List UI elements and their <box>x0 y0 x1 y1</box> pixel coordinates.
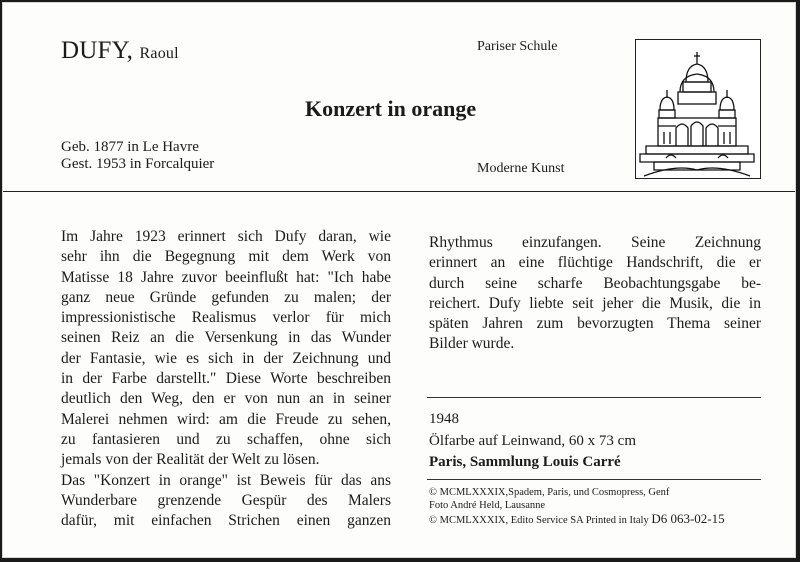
artwork-title: Konzert in orange <box>305 96 477 121</box>
text-line: seinen Reiz an die Versenkung in das Wunder <box>61 329 391 347</box>
text-line: Malerei nehmen wird: am die Freude zu sehen, <box>61 410 391 428</box>
text-line: jemals von der Realität der Welt zu lösen. <box>61 451 320 469</box>
card-code: D6 063-02-15 <box>651 511 725 526</box>
printer-line <box>429 512 725 527</box>
life-dates <box>61 139 214 173</box>
info-divider-bottom <box>427 479 761 480</box>
text-line: Bilder wurde. <box>429 335 515 353</box>
sacre-coeur-icon <box>636 40 759 177</box>
postcard-back <box>2 2 796 558</box>
text-line: in der Farbe darstellt." Diese Worte beschreiben <box>61 370 391 388</box>
school-label: Pariser Schule <box>477 39 558 54</box>
text-line: reichert. Dufy liebte seit jeher die Musik, die in <box>429 294 761 312</box>
text-line: der Fantasie, wie es sich in der Zeichnung und <box>61 349 391 367</box>
text-line: Das "Konzert in orange" ist Beweis für das ans <box>61 471 391 489</box>
text-column-right <box>429 233 761 355</box>
text-line: dafür, mit einfachen Strichen einen ganzen <box>61 512 391 530</box>
text-line: Rhythmus einzufangen. Seine Zeichnung <box>429 234 761 251</box>
text-line: zu fantasieren und zu schaffen, ohne sich <box>61 430 391 448</box>
text-line: Wunderbare grenzende Gespür des Malers <box>61 491 391 509</box>
artist-first-name: Raoul <box>139 45 179 62</box>
printer-text: © MCMLXXXIX, Edito Service SA Printed in Italy <box>429 515 649 526</box>
death-line: Gest. 1953 in Forcalquier <box>61 156 215 172</box>
text-column-left <box>61 227 391 531</box>
artwork-collection: Paris, Sammlung Louis Carré <box>429 454 621 470</box>
text-line: durch seine scharfe Beobachtungsgabe be- <box>429 274 761 292</box>
artist-last-name: DUFY, <box>61 37 134 64</box>
logo-frame <box>635 39 761 179</box>
text-line: ganz neue Gründe gefunden zu malen; der <box>61 288 391 306</box>
text-line: sehr ihn die Begegnung mit dem Werk von <box>61 248 391 266</box>
text-line: späten Jahren zum bevorzugten Thema seiner <box>429 315 761 333</box>
credits-block <box>429 486 725 527</box>
copyright-line: © MCMLXXXIX,Spadem, Paris, und Cosmopress, Genf <box>429 487 670 498</box>
artist-name <box>61 37 179 65</box>
category-label: Moderne Kunst <box>477 161 565 176</box>
text-line: Matisse 18 Jahre zuvor beeinflußt hat: "Ich habe <box>61 268 391 286</box>
birth-line: Geb. 1877 in Le Havre <box>61 139 199 155</box>
artwork-year: 1948 <box>429 411 459 427</box>
text-line: deutlich den Weg, den er von nun an in seiner <box>61 390 391 408</box>
header-divider <box>3 191 795 192</box>
text-line: erinnert an eine flüchtige Handschrift, die er <box>429 254 761 272</box>
artwork-medium: Ölfarbe auf Leinwand, 60 x 73 cm <box>429 433 637 449</box>
text-line: Im Jahre 1923 erinnert sich Dufy daran, wie <box>61 228 391 245</box>
info-divider-top <box>427 397 761 398</box>
text-line: impressionistische Realismus verlor für mich <box>61 309 391 327</box>
photo-credit-line: Foto André Held, Lausanne <box>429 500 546 511</box>
